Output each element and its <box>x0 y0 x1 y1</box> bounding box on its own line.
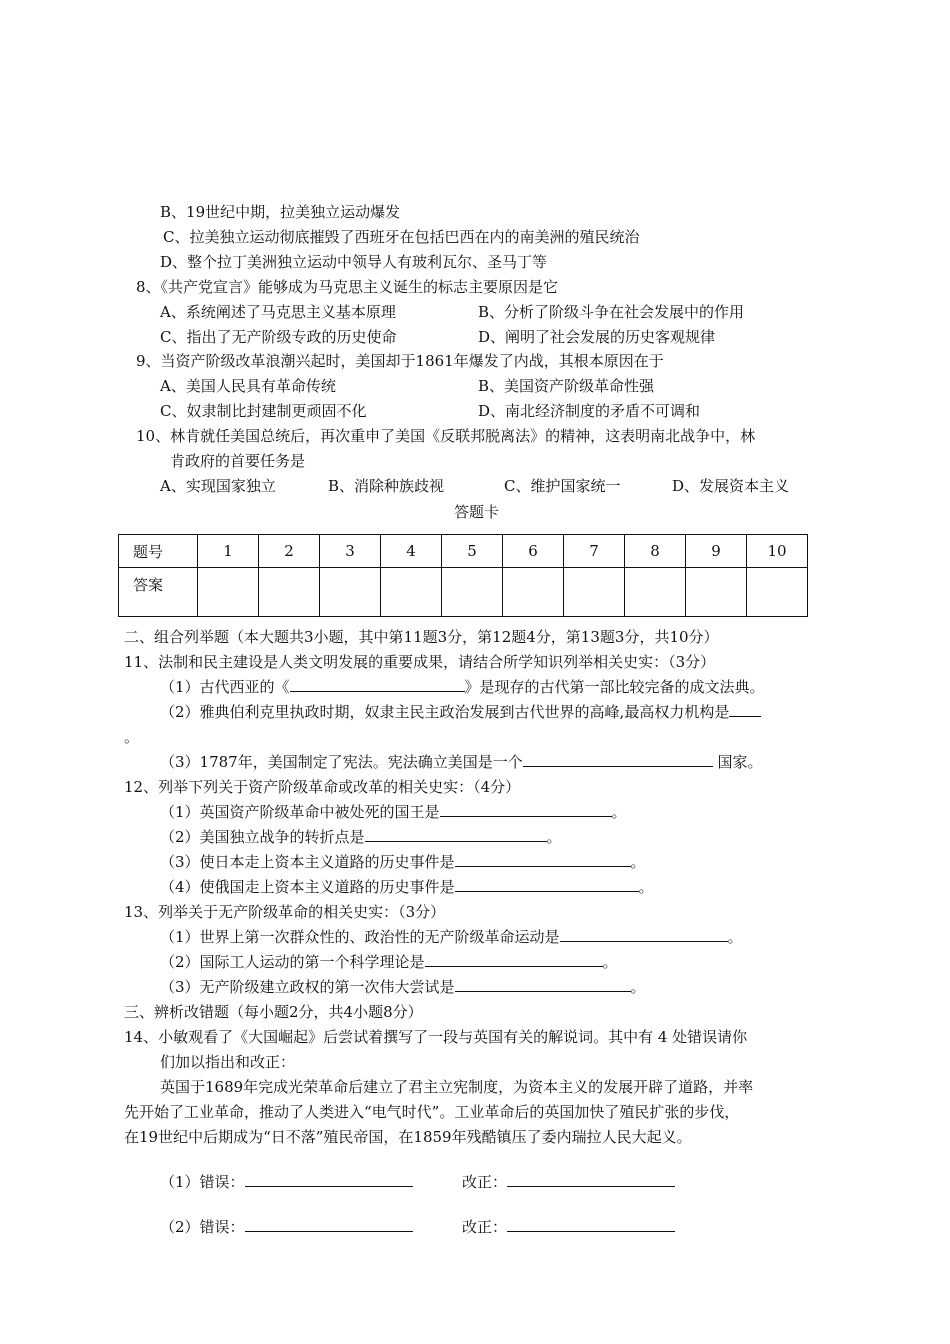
q11-item1 <box>160 677 765 697</box>
answer-cell[interactable] <box>564 568 625 617</box>
q12-item1-text: （1）英国资产阶级革命中被处死的国王是 <box>160 803 440 821</box>
q12-item2-end: 。 <box>546 828 562 846</box>
q12-item4-text: （4）使俄国走上资本主义道路的历史事件是 <box>160 878 455 896</box>
section3-heading: 三、辨析改错题（每小题2分，共4小题8分） <box>124 1003 423 1021</box>
q11-item2-text: （2）雅典伯利克里执政时期，奴隶主民主政治发展到古代世界的高峰,最高权力机构是 <box>160 703 730 721</box>
q10-option-a: A、实现国家独立 <box>160 477 276 495</box>
q14-passage-line3: 在19世纪中后期成为“日不落”殖民帝国，在1859年残酷镇压了委内瑞拉人民大起义。 <box>124 1128 692 1146</box>
q9-option-c: C、奴隶制比封建制更顽固不化 <box>160 402 367 420</box>
answer-card-answer-label: 答案 <box>119 568 198 617</box>
answer-cell[interactable] <box>381 568 442 617</box>
q12-item2-blank[interactable] <box>365 827 547 842</box>
q14-row1-fix <box>462 1172 675 1192</box>
q10-stem-line1: 10、林肯就任美国总统后，再次重申了美国《反联邦脱离法》的精神，这表明南北战争中，林 <box>136 427 756 445</box>
q12-item4-end: 。 <box>638 878 654 896</box>
q13-item2-end: 。 <box>602 953 618 971</box>
q7-option-b: B、19世纪中期，拉美独立运动爆发 <box>160 203 401 221</box>
q12-item1-blank[interactable] <box>440 802 612 817</box>
answer-cell[interactable] <box>259 568 320 617</box>
q11-item2-tail: 。 <box>124 728 140 746</box>
q12-item2 <box>160 827 562 847</box>
answer-card-number: 4 <box>381 535 442 568</box>
q13-item3-end: 。 <box>630 978 646 996</box>
q13-item2 <box>160 952 618 972</box>
answer-card-number: 8 <box>625 535 686 568</box>
q7-option-d: D、整个拉丁美洲独立运动中领导人有玻利瓦尔、圣马丁等 <box>160 253 548 271</box>
answer-cell[interactable] <box>503 568 564 617</box>
section2-heading: 二、组合列举题（本大题共3小题，其中第11题3分，第12题4分，第13题3分，共10分） <box>124 628 719 646</box>
q8-option-b: B、分析了阶级斗争在社会发展中的作用 <box>478 303 745 321</box>
q14-row2-fix-label: 改正： <box>462 1218 508 1236</box>
answer-card-number: 10 <box>747 535 808 568</box>
q9-stem: 9、当资产阶级改革浪潮兴起时，美国却于1861年爆发了内战，其根本原因在于 <box>136 352 664 370</box>
q13-item1-text: （1）世界上第一次群众性的、政治性的无产阶级革命运动是 <box>160 928 560 946</box>
answer-cell[interactable] <box>320 568 381 617</box>
answer-card-number: 6 <box>503 535 564 568</box>
q11-item2 <box>160 702 761 722</box>
q13-item3 <box>160 977 646 997</box>
q14-row2-error-label: （2）错误： <box>160 1218 245 1236</box>
q12-item3-text: （3）使日本走上资本主义道路的历史事件是 <box>160 853 455 871</box>
answer-cell[interactable] <box>198 568 259 617</box>
q12-item4-blank[interactable] <box>455 877 639 892</box>
answer-card-number: 9 <box>686 535 747 568</box>
q8-option-c: C、指出了无产阶级专政的历史使命 <box>160 328 397 346</box>
q14-row2-error <box>160 1217 413 1237</box>
q8-option-d: D、阐明了社会发展的历史客观规律 <box>478 328 716 346</box>
answer-cell[interactable] <box>686 568 747 617</box>
answer-card-number-label: 题号 <box>119 535 198 568</box>
q13-item2-blank[interactable] <box>425 952 603 967</box>
answer-card-number-row <box>119 535 808 568</box>
q13-item1-end: 。 <box>727 928 743 946</box>
q13-item2-text: （2）国际工人运动的第一个科学理论是 <box>160 953 425 971</box>
answer-cell[interactable] <box>747 568 808 617</box>
q14-row1-error-blank[interactable] <box>245 1172 413 1187</box>
answer-card-number: 3 <box>320 535 381 568</box>
q9-option-d: D、南北经济制度的矛盾不可调和 <box>478 402 701 420</box>
q12-item2-text: （2）美国独立战争的转折点是 <box>160 828 365 846</box>
answer-card-title: 答题卡 <box>454 503 500 521</box>
q12-item4 <box>160 877 654 897</box>
q14-passage-line2: 先开始了工业革命，推动了人类进入“电气时代”。工业革命后的英国加快了殖民扩张的步伐， <box>124 1103 740 1121</box>
q8-option-a: A、系统阐述了马克思主义基本原理 <box>160 303 396 321</box>
q10-option-b: B、消除种族歧视 <box>328 477 445 495</box>
answer-card-number: 5 <box>442 535 503 568</box>
q12-item3 <box>160 852 646 872</box>
q8-stem: 8、《共产党宣言》能够成为马克思主义诞生的标志主要原因是它 <box>136 278 559 296</box>
q9-option-a: A、美国人民具有革命传统 <box>160 377 336 395</box>
q11-item3 <box>160 752 763 772</box>
q11-item3-prefix: （3）1787年，美国制定了宪法。宪法确立美国是一个 <box>160 753 523 771</box>
q11-item2-blank[interactable] <box>729 702 761 717</box>
q14-row2-fix-blank[interactable] <box>507 1217 675 1232</box>
q11-item1-suffix: 》是现存的古代第一部比较完备的成文法典。 <box>464 678 765 696</box>
q12-item3-end: 。 <box>630 853 646 871</box>
answer-card-number: 1 <box>198 535 259 568</box>
q11-item3-blank[interactable] <box>523 752 713 767</box>
q7-option-c: C、拉美独立运动彻底摧毁了西班牙在包括巴西在内的南美洲的殖民统治 <box>163 228 640 246</box>
answer-card-answer-row <box>119 568 808 617</box>
answer-cell[interactable] <box>442 568 503 617</box>
q14-stem-line2: 们加以指出和改正： <box>160 1053 296 1071</box>
q9-option-b: B、美国资产阶级革命性强 <box>478 377 655 395</box>
q12-item1 <box>160 802 627 822</box>
answer-card-table <box>118 534 808 617</box>
q11-item1-prefix: （1）古代西亚的《 <box>160 678 290 696</box>
q13-item3-blank[interactable] <box>455 977 631 992</box>
q12-item1-end: 。 <box>611 803 627 821</box>
q13-item1 <box>160 927 743 947</box>
q14-row2-error-blank[interactable] <box>245 1217 413 1232</box>
q10-option-d: D、发展资本主义 <box>672 477 790 495</box>
q14-stem-line1: 14、小敏观看了《大国崛起》后尝试着撰写了一段与英国有关的解说词。其中有 4 处错误请你 <box>124 1028 748 1046</box>
q12-stem: 12、列举下列关于资产阶级革命或改革的相关史实：（4分） <box>124 778 521 796</box>
q14-row2-fix <box>462 1217 675 1237</box>
q11-item1-blank[interactable] <box>290 677 465 692</box>
q13-item3-text: （3）无产阶级建立政权的第一次伟大尝试是 <box>160 978 455 996</box>
q14-row1-fix-label: 改正： <box>462 1173 508 1191</box>
q11-item3-suffix: 国家。 <box>712 753 763 771</box>
answer-card-number: 2 <box>259 535 320 568</box>
q14-passage-line1: 英国于1689年完成光荣革命后建立了君主立宪制度，为资本主义的发展开辟了道路，并率 <box>160 1078 754 1096</box>
answer-cell[interactable] <box>625 568 686 617</box>
q10-option-c: C、维护国家统一 <box>504 477 621 495</box>
q13-item1-blank[interactable] <box>560 927 728 942</box>
q12-item3-blank[interactable] <box>455 852 631 867</box>
q14-row1-error-label: （1）错误： <box>160 1173 245 1191</box>
q14-row1-error <box>160 1172 413 1192</box>
answer-card-number: 7 <box>564 535 625 568</box>
q11-stem: 11、法制和民主建设是人类文明发展的重要成果，请结合所学知识列举相关史实：（3分） <box>124 653 716 671</box>
q13-stem: 13、列举关于无产阶级革命的相关史实：（3分） <box>124 903 446 921</box>
q10-stem-line2: 肯政府的首要任务是 <box>170 452 306 470</box>
q14-row1-fix-blank[interactable] <box>507 1172 675 1187</box>
